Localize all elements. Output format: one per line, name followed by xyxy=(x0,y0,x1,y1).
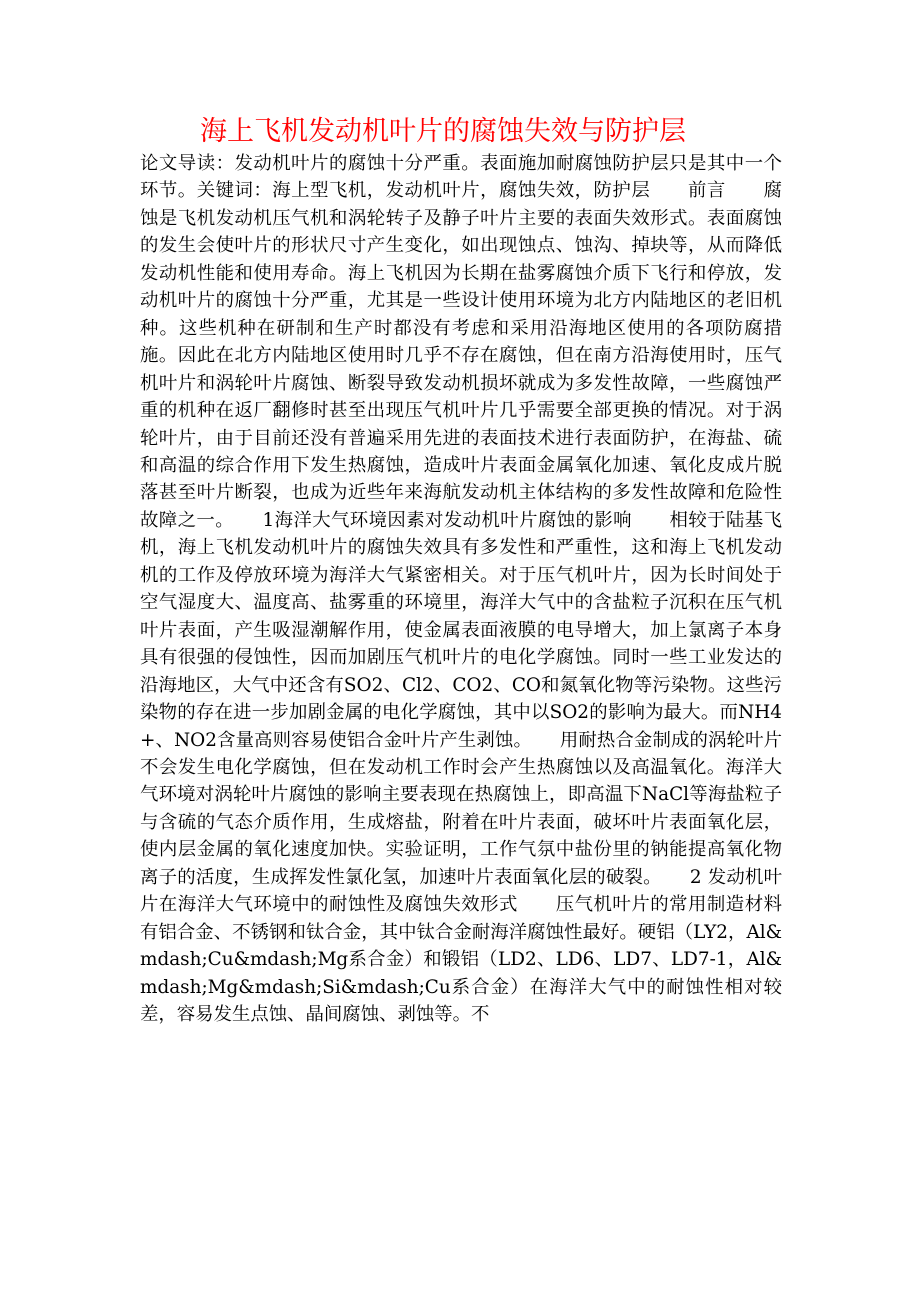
document-title: 海上飞机发动机叶片的腐蚀失效与防护层 xyxy=(200,116,686,147)
document-body: 论文导读：发动机叶片的腐蚀十分严重。表面施加耐腐蚀防护层只是其中一个环节。关键词：海上型飞机，发动机叶片，腐蚀失效，防护层 前言 腐蚀是飞机发动机压气机和涡轮转子及静子叶片主要的表面失效形式。表面腐蚀的发生会使叶片的形状尺寸产生变化，如出现蚀点、蚀沟、掉块等，从而降低发动机性能和使用寿命。海上飞机因为长期在盐雾腐蚀介质下飞行和停放，发动机叶片的腐蚀十分严重，尤其是一些设计使用环境为北方内陆地区的老旧机种。这些机种在研制和生产时都没有考虑和采用沿海地区使用的各项防腐措施。因此在北方内陆地区使用时几乎不存在腐蚀，但在南方沿海使用时，压气机叶片和涡轮叶片腐蚀、断裂导致发动机损坏就成为多发性故障，一些腐蚀严重的机种在返厂翻修时甚至出现压气机叶片几乎需要全部更换的情况。对于涡轮叶片，由于目前还没有普遍采用先进的表面技术进行表面防护，在海盐、硫和高温的综合作用下发生热腐蚀，造成叶片表面金属氧化加速、氧化皮成片脱落甚至叶片断裂，也成为近些年来海航发动机主体结构的多发性故障和危险性故障之一。 1海洋大气环境因素对发动机叶片腐蚀的影响 相较于陆基飞机，海上飞机发动机叶片的腐蚀失效具有多发性和严重性，这和海上飞机发动机的工作及停放环境为海洋大气紧密相关。对于压气机叶片，因为长时间处于空气湿度大、温度高、盐雾重的环境里，海洋大气中的含盐粒子沉积在压气机叶片表面，产生吸湿潮解作用，使金属表面液膜的电导增大，加上氯离子本身具有很强的侵蚀性，因而加剧压气机叶片的电化学腐蚀。同时一些工业发达的沿海地区，大气中还含有SO2、Cl2、CO2、CO和氮氧化物等污染物。这些污染物的存在进一步加剧金属的电化学腐蚀，其中以SO2的影响为最大。而NH4+、NO2含量高则容易使铝合金叶片产生剥蚀。 用耐热合金制成的涡轮叶片不会发生电化学腐蚀，但在发动机工作时会产生热腐蚀以及高温氧化。海洋大气环境对涡轮叶片腐蚀的影响主要表现在热腐蚀上，即高温下NaCl等海盐粒子与含硫的气态介质作用，生成熔盐，附着在叶片表面，破坏叶片表面氧化层，使内层金属的氧化速度加快。实验证明，工作气氛中盐份里的钠能提高氧化物离子的活度，生成挥发性氯化氢，加速叶片表面氧化层的破裂。 2 发动机叶片在海洋大气环境中的耐蚀性及腐蚀失效形式 压气机叶片的常用制造材料有铝合金、不锈钢和钛合金，其中钛合金耐海洋腐蚀性最好。硬铝（LY2，Al&mdash;Cu&mdash;Mg系合金）和锻铝（LD2、LD6、LD7、LD7-1，Al&mdash;Mg&mdash;Si&mdash;Cu系合金）在海洋大气中的耐蚀性相对较差，容易发生点蚀、晶间腐蚀、剥蚀等。不 xyxy=(140,153,782,1026)
